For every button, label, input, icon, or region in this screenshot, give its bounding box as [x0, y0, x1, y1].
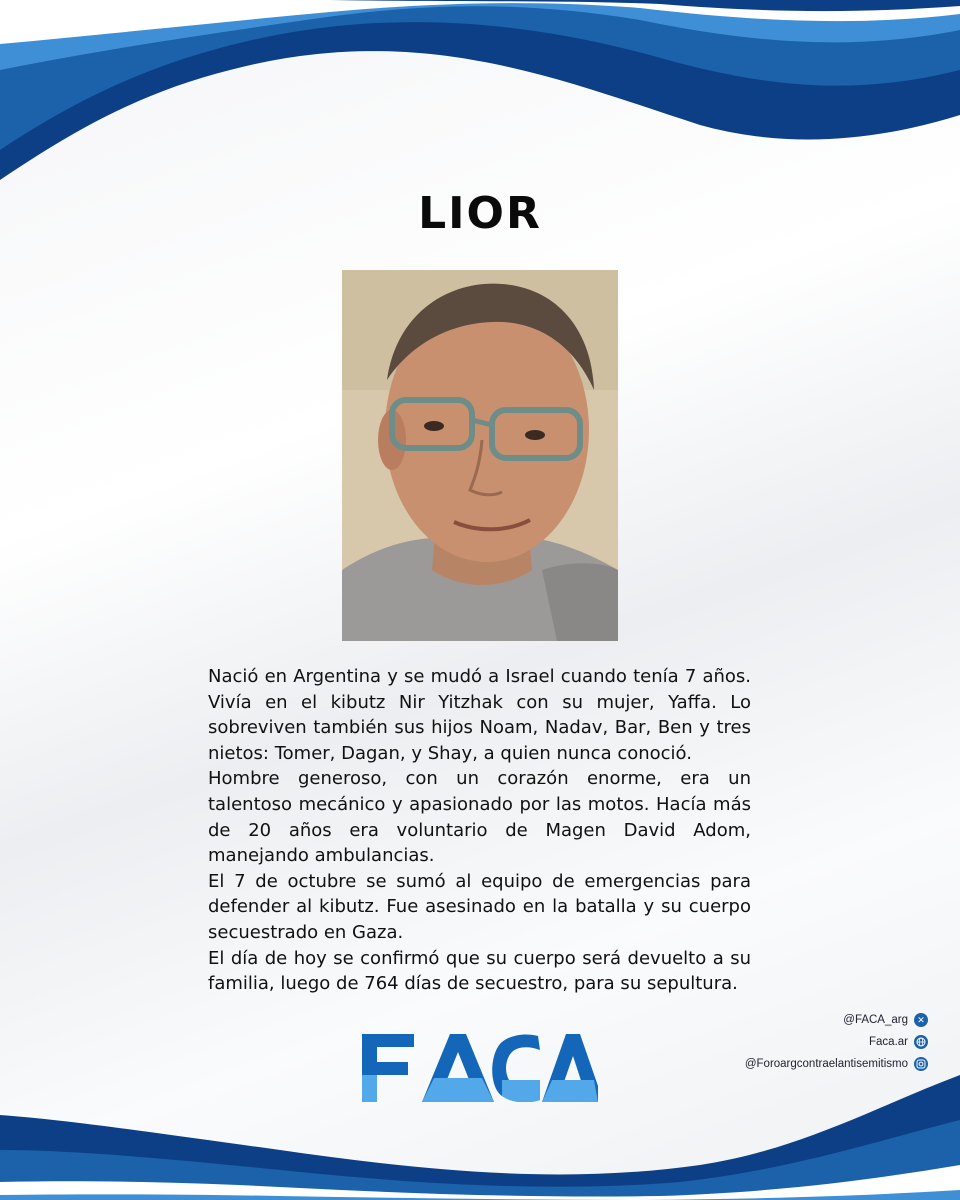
globe-icon	[914, 1035, 928, 1049]
bio-paragraph-3: El 7 de octubre se sumó al equipo de emergencias para defender al kibutz. Fue asesinado en la batalla y su cuerpo secuestrado en Gaza.	[208, 870, 751, 943]
social-instagram[interactable]	[598, 1056, 928, 1072]
social-links	[598, 1012, 928, 1078]
x-icon: ✕	[914, 1013, 928, 1027]
instagram-icon	[914, 1057, 928, 1071]
faca-logo	[362, 1034, 598, 1102]
social-web[interactable]	[598, 1034, 928, 1050]
bio-paragraph-4: El día de hoy se confirmó que su cuerpo será devuelto a su familia, luego de 764 días de secuestro, para su sepultura.	[208, 947, 751, 995]
social-instagram-handle: @Foroargcontraelantisemitismo	[744, 1058, 908, 1070]
social-web-handle: Faca.ar	[869, 1036, 908, 1048]
person-name: LIOR	[418, 188, 542, 239]
portrait-photo	[342, 270, 618, 641]
bio-paragraph-2: Hombre generoso, con un corazón enorme, era un talentoso mecánico y apasionado por las motos. Hacía más de 20 años era voluntario de Magen David Adom, manejando ambulancias.	[208, 768, 751, 867]
biography	[208, 664, 751, 997]
bio-paragraph-1: Nació en Argentina y se mudó a Israel cuando tenía 7 años. Vivía en el kibutz Nir Yitzhak con su mujer, Yaffa. Lo sobreviven también sus hijos Noam, Nadav, Bar, Ben y tres nietos: Tomer, Dagan, y Shay, a quien nunca conoció.	[208, 666, 751, 764]
social-x[interactable]	[598, 1012, 928, 1028]
social-x-handle: @FACA_arg	[843, 1014, 908, 1026]
